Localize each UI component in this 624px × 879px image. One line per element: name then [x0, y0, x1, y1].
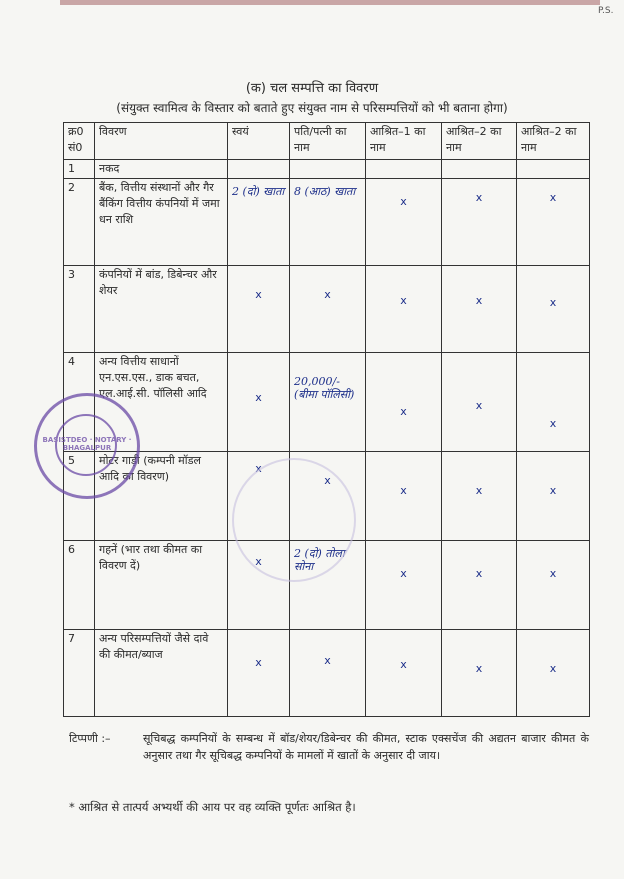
table-row: [64, 178, 590, 265]
row-description: मोटर गाड़ी (कम्पनी मॉडल आदि का विवरण): [95, 451, 228, 540]
cross-mark: x: [475, 661, 483, 675]
table-row: [64, 352, 590, 451]
footnote: * आश्रित से तात्पर्य अभ्यर्थी की आय पर वह व्यक्ति पूर्णतः आश्रित है।: [69, 800, 356, 814]
row-description: अन्य परिसम्पत्तियों जैसे दावे की कीमत/ब्याज: [95, 629, 228, 716]
page-subtitle: (संयुक्त स्वामित्व के विस्तार को बताते हुए संयुक्त नाम से परिसम्पत्तियों को भी बताना होगा): [116, 101, 508, 115]
cross-mark: x: [475, 398, 483, 412]
row-description: गहनें (भार तथा कीमत का विवरण दें): [95, 540, 228, 629]
handwritten-entry: 20,000/- (बीमा पॉलिसी): [290, 352, 366, 451]
handwritten-entry: 2 (दो) खाता: [228, 178, 290, 265]
table-row: [64, 540, 590, 629]
header-dependent-2b: आश्रित–2 का नाम: [517, 123, 590, 160]
header-description: विवरण: [95, 123, 228, 160]
note-text: सूचिबद्ध कम्पनियों के सम्बन्ध में बॉड/शेयर/डिबेन्चर की कीमत, स्टाक एक्सचेंज की अद्यतन बाजार कीमत के अनुसार तथा गैर सूचिबद्ध कम्पनियों के मामलों में खातों के अनुसार दी जाय।: [143, 732, 589, 763]
cross-mark: x: [324, 653, 331, 667]
page-title: (क) चल सम्पत्ति का विवरण: [245, 81, 379, 96]
cross-mark: x: [475, 293, 483, 307]
header-dependent-1: आश्रित–1 का नाम: [366, 123, 442, 160]
row-description: नकद: [95, 160, 228, 179]
cross-mark: x: [549, 190, 557, 204]
cross-mark: x: [400, 657, 407, 671]
row-serial: 3: [64, 265, 95, 352]
row-description: बैंक, वित्तीय संस्थानों और गैर बैंकिंग वित्तीय कंपनियों में जमा धन राशि: [95, 178, 228, 265]
table-row: [64, 629, 590, 716]
cross-mark: x: [549, 483, 557, 497]
handwritten-entry: 2 (दो) तोला सोना: [290, 540, 366, 629]
cross-mark: x: [400, 404, 407, 418]
header-serial: क्र0 सं0: [64, 123, 95, 160]
cross-mark: x: [400, 293, 407, 307]
cross-mark: x: [475, 483, 483, 497]
header-dependent-2: आश्रित–2 का नाम: [442, 123, 517, 160]
row-serial: 2: [64, 178, 95, 265]
row-serial: 7: [64, 629, 95, 716]
header-self: स्वयं: [228, 123, 290, 160]
cross-mark: x: [549, 566, 557, 580]
cross-mark: x: [475, 566, 483, 580]
cross-mark: x: [324, 473, 331, 487]
cross-mark: x: [549, 295, 557, 309]
cross-mark: x: [324, 287, 331, 301]
row-serial: 5: [64, 451, 95, 540]
movable-assets-table: [63, 122, 590, 717]
cross-mark: x: [400, 194, 407, 208]
note-label: टिप्पणी :–: [69, 732, 111, 745]
cross-mark: x: [255, 461, 262, 475]
top-edge-strip: [60, 0, 600, 5]
table-row: [64, 160, 590, 179]
cross-mark: x: [475, 190, 483, 204]
cross-mark: x: [400, 483, 407, 497]
cross-mark: x: [255, 390, 262, 404]
cross-mark: x: [255, 655, 262, 669]
table-row: [64, 265, 590, 352]
stamp-text: BASISTDEO · NOTARY · BHAGALPUR: [42, 436, 132, 452]
handwritten-entry: 8 (आठ) खाता: [290, 178, 366, 265]
row-serial: 1: [64, 160, 95, 179]
header-spouse: पति/पत्नी का नाम: [290, 123, 366, 160]
corner-mark: P.S.: [598, 6, 614, 16]
row-description: अन्य वित्तीय साधानों एन.एस.एस., डाक बचत, एल.आई.सी. पॉलिसी आदि: [95, 352, 228, 451]
table-row: [64, 451, 590, 540]
row-serial: 6: [64, 540, 95, 629]
row-description: कंपनियों में बांड, डिबेन्चर और शेयर: [95, 265, 228, 352]
cross-mark: x: [255, 554, 262, 568]
cross-mark: x: [400, 566, 407, 580]
cross-mark: x: [549, 661, 557, 675]
row-serial: 4: [64, 352, 95, 451]
cross-mark: x: [549, 416, 557, 430]
table-header-row: [64, 123, 590, 160]
cross-mark: x: [255, 287, 262, 301]
